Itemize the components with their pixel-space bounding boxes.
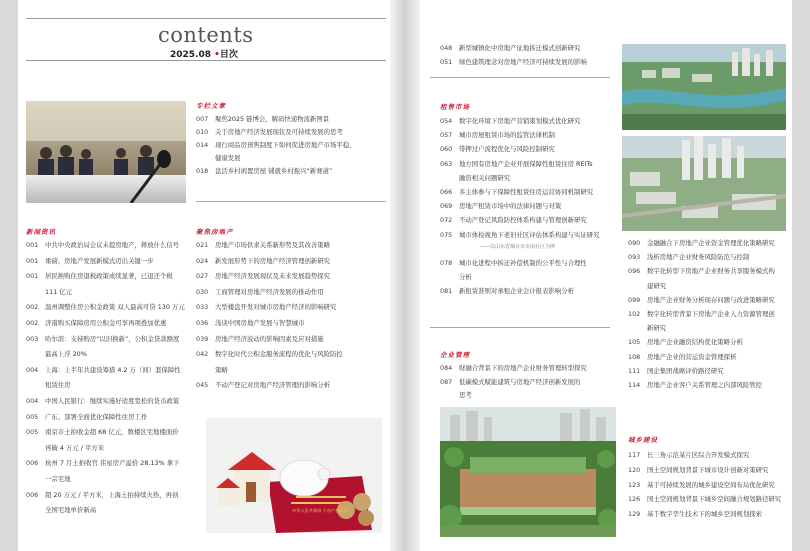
toc-title: 浅析房地产企业财务风险防范与控制 bbox=[647, 253, 750, 262]
toc-title: 超 20 万元 / 平方米，上海土拍持续火热，再创 bbox=[45, 490, 179, 499]
toc-entry bbox=[26, 426, 179, 438]
toc-title: 中共中央政治局会议未提房地产，释放什么信号 bbox=[45, 241, 180, 249]
toc-page-number: 099 bbox=[628, 295, 641, 304]
house-piggybank-photo bbox=[206, 418, 382, 533]
toc-entry-continuation bbox=[440, 271, 472, 283]
toc-title: 基于数字孪生技术下的城乡空间规划探索 bbox=[647, 510, 763, 519]
toc-title: 财融合背景下的房地产企业财务管理转型探究 bbox=[459, 364, 587, 372]
header-rule bbox=[26, 60, 386, 61]
toc-page-number: 069 bbox=[440, 202, 453, 211]
toc-page-number: 096 bbox=[628, 267, 641, 276]
toc-title: 浅谈中国房地产发展与智慧城市 bbox=[215, 319, 305, 327]
toc-entry bbox=[196, 317, 304, 329]
toc-entry bbox=[440, 200, 561, 212]
toc-entry bbox=[26, 333, 179, 345]
toc-title: 111 亿元 bbox=[45, 287, 73, 296]
toc-page-number: 093 bbox=[628, 253, 641, 262]
toc-page-number: 114 bbox=[628, 381, 641, 389]
green-building-photo bbox=[440, 407, 616, 537]
section-news: 新闻资讯 bbox=[26, 228, 56, 236]
toc-entry bbox=[628, 449, 749, 461]
toc-title: 多主体参与下保障性租赁住房运营协同机制研究 bbox=[459, 188, 594, 196]
toc-title: 重磅，房地产发展新模式迈出关键一步 bbox=[45, 256, 154, 265]
toc-entry bbox=[196, 301, 336, 313]
toc-title: 温州调整住房公积金政策 双人最高可贷 130 万元 bbox=[45, 303, 185, 312]
toc-entry bbox=[628, 493, 781, 505]
toc-title: 房地产经济波动的影响因素及应对措施 bbox=[215, 334, 324, 343]
toc-entry-continuation bbox=[26, 348, 87, 360]
toc-page-number: 014 bbox=[196, 141, 209, 149]
toc-title: 杭州 7 月土拍收官 伟星房产溢价 28.13% 拿下 bbox=[45, 459, 180, 468]
toc-entry bbox=[26, 270, 173, 282]
top-rule-right bbox=[430, 77, 610, 78]
toc-title: 关于房地产经济发展现状及可持续发展的思考 bbox=[215, 128, 343, 136]
toc-title: 基于可持续发展的城乡建设空间布局优化研究 bbox=[647, 480, 775, 489]
toc-entry bbox=[628, 294, 775, 306]
toc-entry bbox=[196, 126, 343, 138]
toc-title: 现行商品房预售制度下如何促进房地产市场平稳、 bbox=[215, 141, 356, 149]
toc-entry-continuation bbox=[26, 473, 71, 485]
toc-entry bbox=[440, 214, 587, 226]
toc-entry bbox=[628, 265, 775, 277]
toc-page-number: 129 bbox=[628, 510, 641, 519]
section-featured: 专栏文章 bbox=[196, 102, 226, 110]
toc-title: 国土空间规划背景下城市设计创新对策研究 bbox=[647, 465, 769, 474]
section-urban: 城乡建设 bbox=[628, 436, 658, 444]
toc-page-number: 002 bbox=[26, 319, 39, 327]
certificate-text: 中华人民共和国 不动产权证书 bbox=[292, 508, 348, 513]
toc-entry bbox=[196, 255, 330, 267]
toc-page-number: 081 bbox=[440, 287, 453, 296]
aerial-city-photo bbox=[622, 136, 786, 231]
toc-entry-continuation bbox=[26, 379, 71, 391]
toc-entry bbox=[196, 139, 356, 151]
toc-page-number: 060 bbox=[440, 145, 453, 154]
issue-line bbox=[170, 47, 238, 60]
toc-entry-continuation bbox=[26, 286, 72, 298]
toc-entry bbox=[628, 508, 762, 520]
toc-title: 低碳模式赋能建筑与房地产经济创新发展的 bbox=[459, 377, 581, 386]
toc-entry bbox=[628, 365, 724, 377]
toc-title: 城市体检视角下老旧社区评估体系构建与实证研究 bbox=[459, 230, 600, 239]
finance-rule bbox=[430, 327, 610, 328]
contents-title: contents bbox=[158, 23, 254, 47]
toc-page-number: 036 bbox=[196, 319, 209, 327]
toc-title: 建研究 bbox=[647, 281, 667, 290]
toc-page-number: 045 bbox=[196, 381, 209, 390]
toc-page-number: 075 bbox=[440, 230, 453, 239]
toc-title: 上海：上半年共建设筹措 4.2 万（间）套保障性 bbox=[45, 365, 181, 374]
toc-page-number: 001 bbox=[26, 256, 39, 265]
toc-title: 分析 bbox=[459, 273, 472, 282]
toc-entry bbox=[26, 411, 147, 423]
toc-entry-continuation bbox=[480, 243, 555, 250]
toc-entry-continuation bbox=[440, 389, 472, 401]
toc-entry bbox=[628, 379, 762, 391]
toc-title: 聚焦2025 链博会，解码快递物流新图景 bbox=[215, 115, 330, 123]
toc-title: 哈尔滨：支持购房“以旧换新”，公积金贷款额度 bbox=[45, 334, 180, 343]
toc-title: 房地产经济发展现状及未来发展趋势探究 bbox=[215, 272, 331, 281]
toc-title: 绿色建筑理念对房地产经济可持续发展的影响 bbox=[459, 58, 587, 66]
toc-title: 新租赁准则对承租企业会计报表影响分析 bbox=[459, 287, 575, 296]
toc-entry bbox=[26, 364, 181, 376]
toc-entry bbox=[26, 395, 179, 407]
toc-title: 数字化转型下房地产企业财务共享服务模式构 bbox=[647, 267, 775, 276]
toc-title: 居民换购住房退税政策成续显著，已退还个税 bbox=[45, 272, 173, 281]
toc-title: 房地产企业财务分析现存问题与改进策略研究 bbox=[647, 295, 775, 304]
toc-title: 房地产企业的营运资金管理探析 bbox=[647, 352, 737, 361]
toc-page-number: 087 bbox=[440, 377, 453, 386]
toc-entry bbox=[196, 270, 330, 282]
toc-entry bbox=[440, 257, 587, 269]
toc-title: 带押过户流程优化与风险控制研究 bbox=[459, 145, 555, 154]
toc-entry bbox=[440, 143, 555, 155]
toc-title: 最高上浮 20% bbox=[45, 350, 87, 359]
toc-title: 数字化时代公积金服务流程的优化与风险防控 bbox=[215, 350, 343, 359]
toc-page-number: 054 bbox=[440, 117, 453, 125]
toc-entry bbox=[26, 301, 185, 313]
issue-number: 2025.08 bbox=[170, 50, 211, 60]
aerial-river-photo bbox=[622, 44, 786, 130]
toc-page-number: 004 bbox=[26, 397, 39, 405]
toc-title: 房地产企业融资结构优化策略分析 bbox=[647, 338, 743, 347]
toc-entry bbox=[26, 489, 178, 501]
toc-entry bbox=[196, 348, 343, 360]
toc-title: 策略 bbox=[215, 365, 228, 374]
toc-title: 南京市土拍收金超 68 亿元，数楼区宅地楼面价 bbox=[45, 428, 179, 437]
toc-title: 租赁住房 bbox=[45, 381, 71, 390]
toc-entry bbox=[196, 286, 324, 298]
toc-entry bbox=[440, 42, 580, 54]
top-rule bbox=[26, 18, 386, 19]
toc-page-number: 027 bbox=[196, 272, 209, 281]
toc-page-number: 042 bbox=[196, 350, 209, 359]
toc-entry-continuation bbox=[440, 172, 510, 184]
section-observe: 聚焦房地产 bbox=[196, 228, 234, 236]
toc-entry bbox=[628, 479, 775, 491]
toc-title: 城市化进程中拆迁补偿机制的公平性与合理性 bbox=[459, 259, 587, 267]
toc-page-number: 039 bbox=[196, 334, 209, 343]
toc-entry-continuation bbox=[628, 280, 666, 292]
right-page bbox=[420, 0, 792, 551]
toc-entry bbox=[440, 285, 574, 297]
toc-entry bbox=[26, 255, 154, 267]
toc-page-number: 004 bbox=[26, 365, 39, 374]
toc-page-number: 010 bbox=[196, 128, 209, 136]
toc-page-number: 072 bbox=[440, 216, 453, 225]
toc-entry bbox=[440, 376, 580, 388]
toc-page-number: 051 bbox=[440, 58, 453, 66]
toc-page-number: 001 bbox=[26, 241, 39, 249]
toc-page-number: 111 bbox=[628, 366, 641, 375]
conference-photo bbox=[26, 101, 186, 203]
toc-entry bbox=[26, 457, 179, 469]
toc-entry bbox=[196, 239, 330, 251]
toc-entry bbox=[196, 379, 330, 391]
toc-page-number: 033 bbox=[196, 303, 209, 312]
toc-title: 房地产市场供求关系新形势及其改善策略 bbox=[215, 241, 331, 249]
section-enterprise: 企业管理 bbox=[440, 351, 470, 359]
toc-page-number: 120 bbox=[628, 465, 641, 474]
left-page bbox=[18, 0, 390, 551]
toc-entry-continuation bbox=[196, 152, 241, 164]
toc-page-number: 002 bbox=[26, 303, 39, 312]
toc-page-number: 123 bbox=[628, 480, 641, 489]
toc-title: 不动产登记风险防控体系构建与管理创新研究 bbox=[459, 216, 587, 225]
toc-entry bbox=[628, 464, 768, 476]
toc-entry-continuation bbox=[628, 322, 666, 334]
toc-entry bbox=[440, 229, 600, 241]
featured-rule bbox=[196, 201, 386, 202]
toc-title: 再破 4 万元 / 平方米 bbox=[45, 443, 105, 452]
toc-title: 城市房屋租赁市场的监管法律机制 bbox=[459, 131, 555, 140]
toc-page-number: 005 bbox=[26, 412, 39, 421]
toc-page-number: 005 bbox=[26, 428, 39, 437]
toc-page-number: 063 bbox=[440, 159, 453, 168]
toc-entry bbox=[440, 115, 580, 127]
toc-title: 中国人民银行：继续实施好适度宽松的货币政策 bbox=[45, 397, 180, 405]
toc-entry bbox=[628, 351, 736, 363]
toc-title: 房地产租赁市场中的法律问题与对策 bbox=[459, 202, 562, 211]
toc-entry bbox=[26, 239, 179, 251]
toc-entry bbox=[440, 186, 593, 198]
toc-page-number: 003 bbox=[26, 334, 39, 343]
toc-page-number: 066 bbox=[440, 188, 453, 196]
toc-page-number: 078 bbox=[440, 259, 453, 267]
toc-page-number: 117 bbox=[628, 451, 641, 459]
toc-title: ——以山东省烟台市市南社区为例 bbox=[480, 243, 556, 250]
toc-entry bbox=[440, 129, 555, 141]
toc-page-number: 105 bbox=[628, 338, 641, 347]
toc-entry bbox=[440, 362, 587, 374]
toc-title: 全国宅地单价新高 bbox=[45, 506, 97, 515]
toc-title: 工商管理对房地产经济发展的推动作用 bbox=[215, 287, 324, 296]
toc-page-number: 006 bbox=[26, 490, 39, 499]
toc-entry bbox=[196, 165, 332, 177]
toc-title: 一宗宅地 bbox=[45, 475, 71, 483]
toc-entry-continuation bbox=[26, 442, 104, 454]
toc-title: 大型楼盘开发对城市房地产经济的影响研究 bbox=[215, 303, 337, 312]
toc-title: 国企集团战略评价路径研究 bbox=[647, 366, 724, 375]
toc-title: 地方国有房地产企业开展保障性租赁住房 REITs bbox=[459, 159, 593, 168]
toc-entry bbox=[196, 333, 324, 345]
toc-page-number: 007 bbox=[196, 115, 209, 123]
issue-dot: • bbox=[214, 50, 220, 60]
toc-page-number: 108 bbox=[628, 352, 641, 361]
toc-title: 思考 bbox=[459, 391, 472, 399]
toc-title: 融资相关问题研究 bbox=[459, 173, 511, 182]
toc-entry bbox=[628, 308, 775, 320]
toc-title: 新研究 bbox=[647, 324, 667, 333]
section-finance: 租售市场 bbox=[440, 103, 470, 111]
toc-page-number: 001 bbox=[26, 272, 39, 281]
toc-title: 新型城镇化中房地产征地拆迁模式创新研究 bbox=[459, 44, 581, 52]
spine-gutter bbox=[390, 0, 420, 551]
toc-title: 数字化转型背景下房地产企业人力资源管理创 bbox=[647, 310, 775, 318]
toc-title: 不动产登记对房地产经济管理的影响分析 bbox=[215, 381, 331, 390]
toc-entry bbox=[26, 317, 166, 329]
toc-title: 长三角示范某片区综合开发模式探究 bbox=[647, 451, 750, 459]
toc-title: 房地产企业客户关系管理之内部风险管控 bbox=[647, 381, 763, 389]
toc-page-number: 126 bbox=[628, 495, 641, 504]
toc-page-number: 006 bbox=[26, 459, 39, 468]
toc-title: 广东、部署全面优化保障性住房工作 bbox=[45, 412, 148, 421]
toc-entry bbox=[196, 113, 329, 125]
toc-entry-continuation bbox=[196, 364, 228, 376]
toc-title: 新发展形势下的房地产经济管理创新研究 bbox=[215, 256, 331, 265]
toc-title: 金融融合下房地产企业资金管理优化策略研究 bbox=[647, 239, 775, 247]
toc-entry bbox=[440, 158, 593, 170]
toc-entry bbox=[440, 56, 587, 68]
toc-title: 盘活乡村闲置房屋 铺就乡村振兴“新赛道” bbox=[215, 167, 333, 175]
toc-entry-continuation bbox=[26, 504, 96, 516]
toc-page-number: 018 bbox=[196, 167, 209, 175]
toc-page-number: 090 bbox=[628, 239, 641, 247]
toc-page-number: 024 bbox=[196, 256, 209, 265]
toc-title: 健康发展 bbox=[215, 154, 241, 162]
toc-entry bbox=[628, 336, 743, 348]
toc-entry bbox=[628, 237, 775, 249]
toc-page-number: 084 bbox=[440, 364, 453, 372]
toc-page-number: 021 bbox=[196, 241, 209, 249]
issue-label: 目次 bbox=[219, 50, 238, 60]
toc-page-number: 057 bbox=[440, 131, 453, 140]
toc-title: 济南购买保障房用公积金可享再项叠加优惠 bbox=[45, 319, 167, 327]
toc-page-number: 102 bbox=[628, 310, 641, 318]
toc-page-number: 048 bbox=[440, 44, 453, 52]
toc-entry bbox=[628, 251, 749, 263]
toc-page-number: 030 bbox=[196, 287, 209, 296]
toc-title: 数字化环境下房地产营销策划模式优化研究 bbox=[459, 117, 581, 125]
toc-title: 国土空间规划背景下城乡空间融合规划路径研究 bbox=[647, 495, 782, 504]
